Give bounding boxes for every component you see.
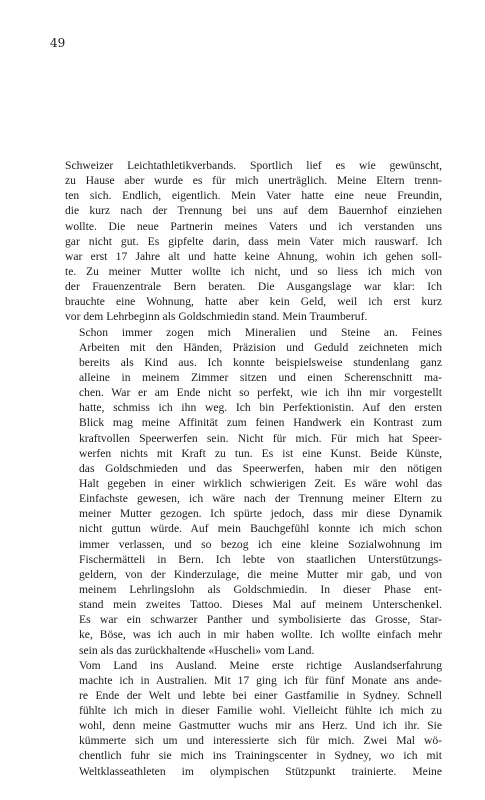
text-line: sein als das zurückhaltende «Huscheli» vom Land. <box>79 643 315 657</box>
text-line: bereits als Kind aus. Ich konnte beispielsweise stundenlang ganz <box>79 355 442 369</box>
text-line: werfen nichts mit Kraft zu tun. Es ist eine Kunst. Beide Künste, <box>79 446 442 460</box>
text-line: war erst 17 Jahre alt und hatte keine Ahnung, wohin ich gehen soll- <box>65 249 442 263</box>
text-line: vor dem Lehrbeginn als Goldschmiedin stand. Mein Traumberuf. <box>65 310 368 324</box>
text-line: Einfachste gewesen, ich wäre nach der Trennung meiner Eltern zu <box>79 492 442 506</box>
text-line: te. Zu meiner Mutter wollte ich nicht, und so liess ich mich von <box>65 264 442 278</box>
text-line: wohl, denn meine Gastmutter wuchs mir ans Herz. Und ich ihr. Sie <box>79 719 442 733</box>
text-line: Schweizer Leichtathletikverbands. Sportlich lief es wie gewünscht, <box>65 159 442 172</box>
text-line: fühlte ich mich in dieser Familie wohl. Vielleicht fühlte ich mich zu <box>79 704 442 718</box>
paragraph <box>65 325 442 658</box>
text-line: alleine in meinem Zimmer sitzen und einen Scherenschnitt ma- <box>79 370 442 384</box>
text-line: gar nicht gut. Es gipfelte darin, dass mein Vater mich rauswarf. Ich <box>65 234 442 248</box>
text-line: hatte, schmiss ich ihn weg. Ich bin Perfektionistin. Auf den ersten <box>79 401 442 415</box>
text-line: kraftvollen Speerwerfen sein. Nicht für mich. Für mich hat Speer- <box>79 431 442 445</box>
text-line: Arbeiten mit den Händen, Präzision und Geduld zeichneten mich <box>79 340 442 354</box>
text-line: Blick mag meine Affinität zum feinen Handwerk ein Kontrast zum <box>79 416 442 430</box>
body-text <box>65 158 442 779</box>
text-line: zu Hause aber wurde es für mich unerträglich. Meine Eltern trenn- <box>65 174 442 188</box>
text-line: Fischermätteli in Bern. Ich lebte von staatlichen Unterstützungs- <box>79 552 442 566</box>
page-number: 49 <box>50 36 66 50</box>
text-line: kümmerte sich um und interessierte sich für mich. Zwei Mal wö- <box>79 734 442 748</box>
text-line: chentlich fuhr sie mich ins Trainingscenter in Sydney, wo ich mit <box>79 749 442 763</box>
text-line: die kurz nach der Trennung bei uns auf dem Bauernhof einziehen <box>65 204 442 218</box>
text-line: meinem Lehrlingslohn als Goldschmiedin. In dieser Phase ent- <box>79 582 442 596</box>
text-line: Es war ein schwarzer Panther und symbolisierte das Grosse, Star- <box>79 613 442 627</box>
text-line: chen. War er am Ende nicht so perfekt, wie ich ihn mir vorgestellt <box>79 386 442 400</box>
text-line: Vom Land ins Ausland. Meine erste richtige Auslandserfahrung <box>79 658 442 672</box>
text-line: ke, Böse, was ich auch in mir haben wollte. Ich wollte einfach mehr <box>79 628 442 642</box>
text-line: immer verlassen, und so bezog ich eine kleine Sozialwohnung im <box>79 537 442 551</box>
text-line: geldern, von der Kinderzulage, die meine Mutter mir gab, und von <box>79 567 442 581</box>
text-line: nicht guttun würde. Auf mein Bauchgefühl konnte ich mich schon <box>79 522 442 536</box>
text-line: machte ich in Australien. Mit 17 ging ich für fünf Monate ans ande- <box>79 673 442 687</box>
text-line: das Goldschmieden und das Speerwerfen, haben mir den nötigen <box>79 461 442 475</box>
text-line: Weltklasseathleten im olympischen Stützpunkt trainierte. Meine <box>79 764 442 778</box>
text-line: der Frauenzentrale Bern beraten. Die Ausgangslage war klar: Ich <box>65 280 442 294</box>
text-line: Halt gegeben in einer wirklich schwierigen Zeit. Es wäre wohl das <box>79 476 442 490</box>
text-line: stand mein zweites Tattoo. Dieses Mal auf meinem Unterschenkel. <box>79 598 442 612</box>
text-line: Schon immer zogen mich Mineralien und Steine an. Feines <box>79 325 442 339</box>
text-line: wollte. Die neue Partnerin meines Vaters und ich verstanden uns <box>65 219 442 233</box>
paragraph <box>65 658 442 779</box>
text-line: meiner Mutter gezogen. Ich spürte jedoch, dass mir diese Dynamik <box>79 507 442 521</box>
text-line: re Ende der Welt und lebte bei einer Gastfamilie in Sydney. Schnell <box>79 688 442 702</box>
text-line: brauchte eine Wohnung, hatte aber kein Geld, weil ich erst kurz <box>65 295 442 309</box>
paragraph <box>65 158 442 325</box>
text-line: ten sich. Endlich, eigentlich. Mein Vater hatte eine neue Freundin, <box>65 189 442 203</box>
